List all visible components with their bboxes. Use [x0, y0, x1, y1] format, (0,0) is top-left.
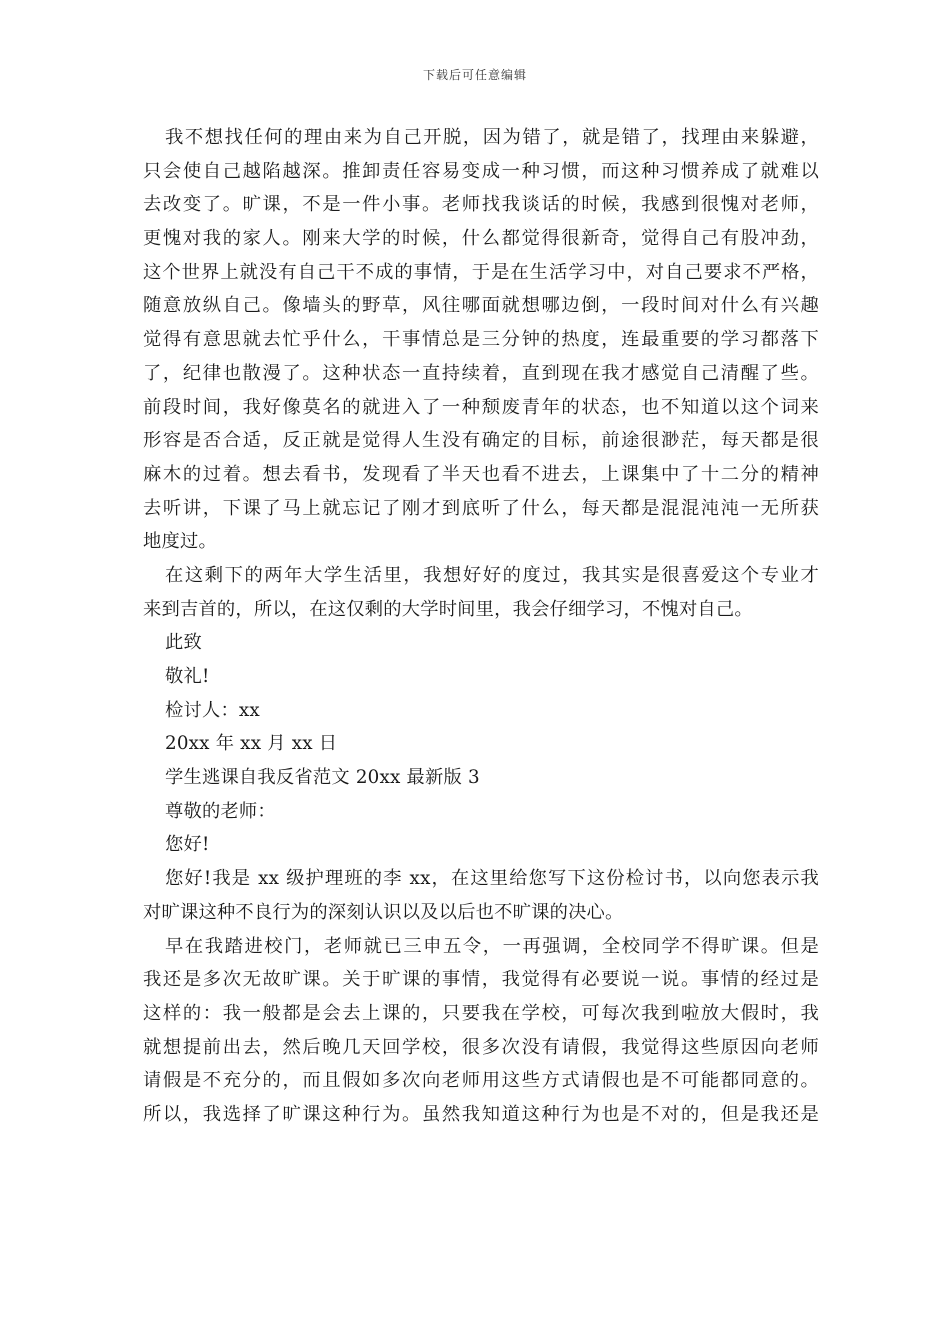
text-line: 形容是否合适，反正就是觉得人生没有确定的目标，前途很渺茫，每天都是很: [143, 430, 819, 452]
text-line: 更愧对我的家人。刚来大学的时候，什么都觉得很新奇，觉得自己有股冲劲，: [143, 228, 819, 250]
text-line: 去听讲，下课了马上就忘记了刚才到底听了什么，每天都是混混沌沌一无所获: [143, 497, 819, 519]
document-body: [143, 121, 819, 1132]
text-line: 学生逃课自我反省范文 20xx 最新版 3: [165, 767, 480, 789]
text-line: 觉得有意思就去忙乎什么，干事情总是三分钟的热度，连最重要的学习都落下: [143, 329, 819, 351]
text-line: 地度过。: [143, 531, 217, 553]
page-header: 下载后可任意编辑: [422, 68, 527, 82]
text-line: 这样的：我一般都是会去上课的，只要我在学校，可每次我到啦放大假时，我: [143, 1002, 819, 1024]
text-line: 只会使自己越陷越深。推卸责任容易变成一种习惯，而这种习惯养成了就难以: [143, 160, 819, 182]
text-line: 尊敬的老师：: [165, 800, 276, 822]
text-line: 了，纪律也散漫了。这种状态一直持续着，直到现在我才感觉自己清醒了些。: [143, 362, 819, 384]
text-line: 我不想找任何的理由来为自己开脱，因为错了，就是错了，找理由来躲避，: [165, 127, 819, 148]
text-line: 敬礼!: [165, 666, 210, 687]
text-line: 随意放纵自己。像墙头的野草，风往哪面就想哪边倒，一段时间对什么有兴趣: [143, 295, 819, 317]
text-line: 来到吉首的，所以，在这仅剩的大学时间里，我会仔细学习，不愧对自己。: [143, 598, 753, 620]
text-line: 检讨人：xx: [165, 699, 260, 721]
text-line: 早在我踏进校门，老师就已三申五令，一再强调，全校同学不得旷课。但是: [165, 935, 819, 957]
text-line: 麻木的过着。想去看书，发现看了半天也看不进去，上课集中了十二分的精神: [143, 463, 819, 485]
text-line: 在这剩下的两年大学生活里，我想好好的度过，我其实是很喜爱这个专业才: [165, 564, 819, 586]
text-line: 20xx 年 xx 月 xx 日: [165, 733, 338, 755]
text-line: 前段时间，我好像莫名的就进入了一种颓废青年的状态，也不知道以这个词来: [143, 396, 819, 418]
text-line: 请假是不充分的，而且假如多次向老师用这些方式请假也是不可能都同意的。: [143, 1070, 819, 1092]
text-line: 我还是多次无故旷课。关于旷课的事情，我觉得有必要说一说。事情的经过是: [143, 969, 819, 991]
text-line: 就想提前出去，然后晚几天回学校，很多次没有请假，我觉得这些原因向老师: [143, 1036, 819, 1058]
text-line: 此致: [165, 632, 202, 654]
text-line: 去改变了。旷课，不是一件小事。老师找我谈话的时候，我感到很愧对老师，: [143, 194, 819, 216]
text-line: 所以，我选择了旷课这种行为。虽然我知道这种行为也是不对的，但是我还是: [143, 1103, 819, 1125]
text-line: 这个世界上就没有自己干不成的事情，于是在生活学习中，对自己要求不严格，: [143, 261, 819, 283]
text-line: 对旷课这种不良行为的深刻认识以及以后也不旷课的决心。: [143, 901, 624, 923]
text-line: 您好!: [165, 834, 210, 856]
text-line: 您好!我是 xx 级护理班的李 xx，在这里给您写下这份检讨书，以向您表示我: [165, 868, 819, 890]
